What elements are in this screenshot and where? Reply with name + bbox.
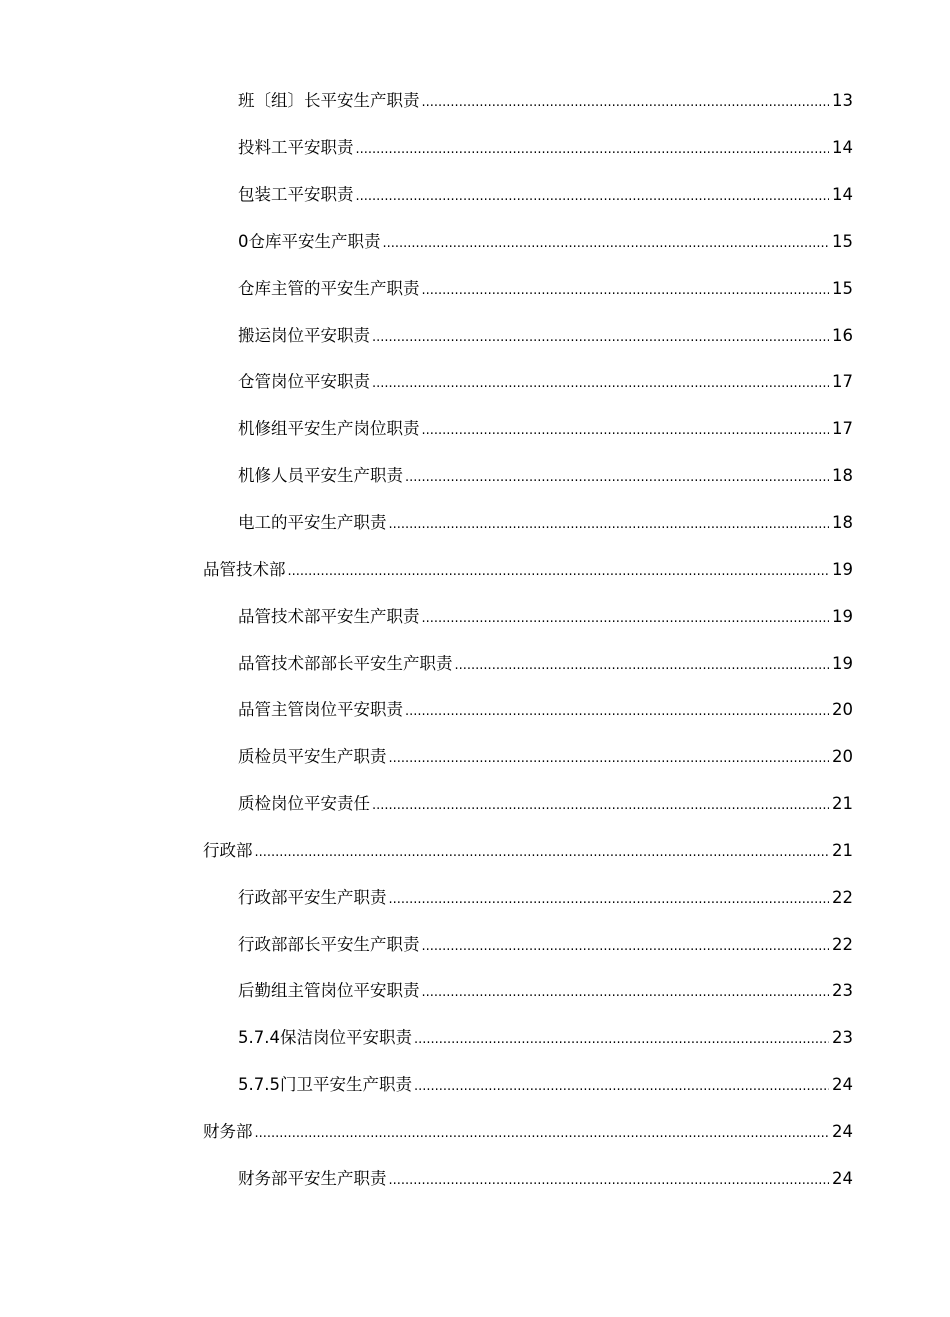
toc-section-title: 品管技术部	[203, 559, 286, 579]
toc-page-number: 19	[832, 653, 853, 673]
toc-dot-leader	[389, 514, 830, 536]
toc-entry[interactable]	[0, 921, 950, 968]
toc-entry[interactable]	[0, 312, 950, 359]
toc-page-number: 24	[832, 1168, 853, 1188]
toc-entry-title: 机修组平安生产岗位职责	[238, 419, 420, 439]
toc-entry[interactable]	[0, 640, 950, 687]
toc-dot-leader	[255, 1123, 830, 1145]
toc-entry-title: 包装工平安职责	[238, 185, 354, 205]
toc-section-entry[interactable]	[0, 828, 950, 875]
toc-entry[interactable]	[0, 593, 950, 640]
toc-entry[interactable]	[0, 125, 950, 172]
toc-entry-title: 仓管岗位平安职责	[238, 372, 370, 392]
toc-dot-leader	[422, 936, 830, 958]
toc-entry[interactable]	[0, 500, 950, 547]
toc-section-entry[interactable]	[0, 1109, 950, 1156]
toc-page-number: 14	[832, 138, 853, 158]
toc-entry[interactable]	[0, 219, 950, 266]
toc-dot-leader	[389, 1170, 830, 1192]
toc-dot-leader	[422, 280, 830, 302]
toc-entry[interactable]	[0, 1155, 950, 1202]
toc-entry[interactable]	[0, 874, 950, 921]
table-of-contents	[0, 78, 950, 1202]
toc-entry[interactable]	[0, 265, 950, 312]
toc-dot-leader	[422, 982, 830, 1004]
toc-page-number: 18	[832, 513, 853, 533]
toc-entry-title: 0仓库平安生产职责	[238, 231, 381, 251]
toc-dot-leader	[405, 467, 829, 489]
toc-page-number: 21	[832, 794, 853, 814]
toc-entry[interactable]	[0, 172, 950, 219]
toc-entry-title: 质检岗位平安责任	[238, 794, 370, 814]
toc-entry[interactable]	[0, 359, 950, 406]
toc-section-title: 财务部	[203, 1121, 253, 1141]
toc-page-number: 22	[832, 887, 853, 907]
toc-page-number: 18	[832, 466, 853, 486]
toc-dot-leader	[414, 1076, 829, 1098]
toc-entry-title: 班〔组〕长平安生产职责	[238, 91, 420, 111]
toc-page-number: 24	[832, 1121, 853, 1141]
toc-entry-title: 行政部平安生产职责	[238, 887, 387, 907]
toc-page-number: 16	[832, 325, 853, 345]
toc-entry-title: 品管技术部平安生产职责	[238, 606, 420, 626]
toc-entry[interactable]	[0, 1015, 950, 1062]
toc-entry[interactable]	[0, 406, 950, 453]
toc-dot-leader	[422, 608, 830, 630]
toc-entry-title: 5.7.4保洁岗位平安职责	[238, 1028, 412, 1048]
toc-dot-leader	[372, 327, 829, 349]
toc-page-number: 14	[832, 185, 853, 205]
toc-dot-leader	[356, 186, 830, 208]
toc-page-number: 17	[832, 419, 853, 439]
toc-page-number: 15	[832, 231, 853, 251]
toc-dot-leader	[372, 795, 829, 817]
toc-page-number: 19	[832, 559, 853, 579]
toc-dot-leader	[372, 373, 829, 395]
toc-entry-title: 品管技术部部长平安生产职责	[238, 653, 453, 673]
toc-page-number: 23	[832, 981, 853, 1001]
toc-entry[interactable]	[0, 687, 950, 734]
toc-dot-leader	[389, 748, 830, 770]
toc-entry-title: 后勤组主管岗位平安职责	[238, 981, 420, 1001]
toc-entry-title: 机修人员平安生产职责	[238, 466, 403, 486]
toc-entry[interactable]	[0, 781, 950, 828]
toc-entry[interactable]	[0, 78, 950, 125]
toc-dot-leader	[288, 561, 830, 583]
toc-page-number: 24	[832, 1075, 853, 1095]
toc-dot-leader	[414, 1029, 829, 1051]
toc-dot-leader	[383, 233, 830, 255]
toc-page-number: 19	[832, 606, 853, 626]
toc-page-number: 17	[832, 372, 853, 392]
toc-entry-title: 搬运岗位平安职责	[238, 325, 370, 345]
toc-entry-title: 品管主管岗位平安职责	[238, 700, 403, 720]
toc-entry-title: 5.7.5门卫平安生产职责	[238, 1075, 412, 1095]
toc-page-number: 13	[832, 91, 853, 111]
toc-entry[interactable]	[0, 968, 950, 1015]
toc-entry[interactable]	[0, 453, 950, 500]
toc-entry-title: 电工的平安生产职责	[238, 513, 387, 533]
toc-entry-title: 质检员平安生产职责	[238, 747, 387, 767]
toc-dot-leader	[255, 842, 830, 864]
toc-page-number: 20	[832, 700, 853, 720]
toc-page-number: 22	[832, 934, 853, 954]
toc-entry[interactable]	[0, 734, 950, 781]
toc-page-number: 23	[832, 1028, 853, 1048]
toc-section-title: 行政部	[203, 840, 253, 860]
toc-dot-leader	[389, 889, 830, 911]
toc-dot-leader	[422, 420, 830, 442]
toc-page-number: 20	[832, 747, 853, 767]
toc-dot-leader	[422, 92, 830, 114]
toc-entry[interactable]	[0, 1062, 950, 1109]
toc-entry-title: 财务部平安生产职责	[238, 1168, 387, 1188]
toc-entry-title: 行政部部长平安生产职责	[238, 934, 420, 954]
toc-dot-leader	[356, 139, 830, 161]
toc-dot-leader	[405, 701, 829, 723]
toc-page-number: 21	[832, 840, 853, 860]
toc-entry-title: 仓库主管的平安生产职责	[238, 278, 420, 298]
toc-dot-leader	[455, 655, 830, 677]
toc-section-entry[interactable]	[0, 546, 950, 593]
toc-page-number: 15	[832, 278, 853, 298]
toc-entry-title: 投料工平安职责	[238, 138, 354, 158]
